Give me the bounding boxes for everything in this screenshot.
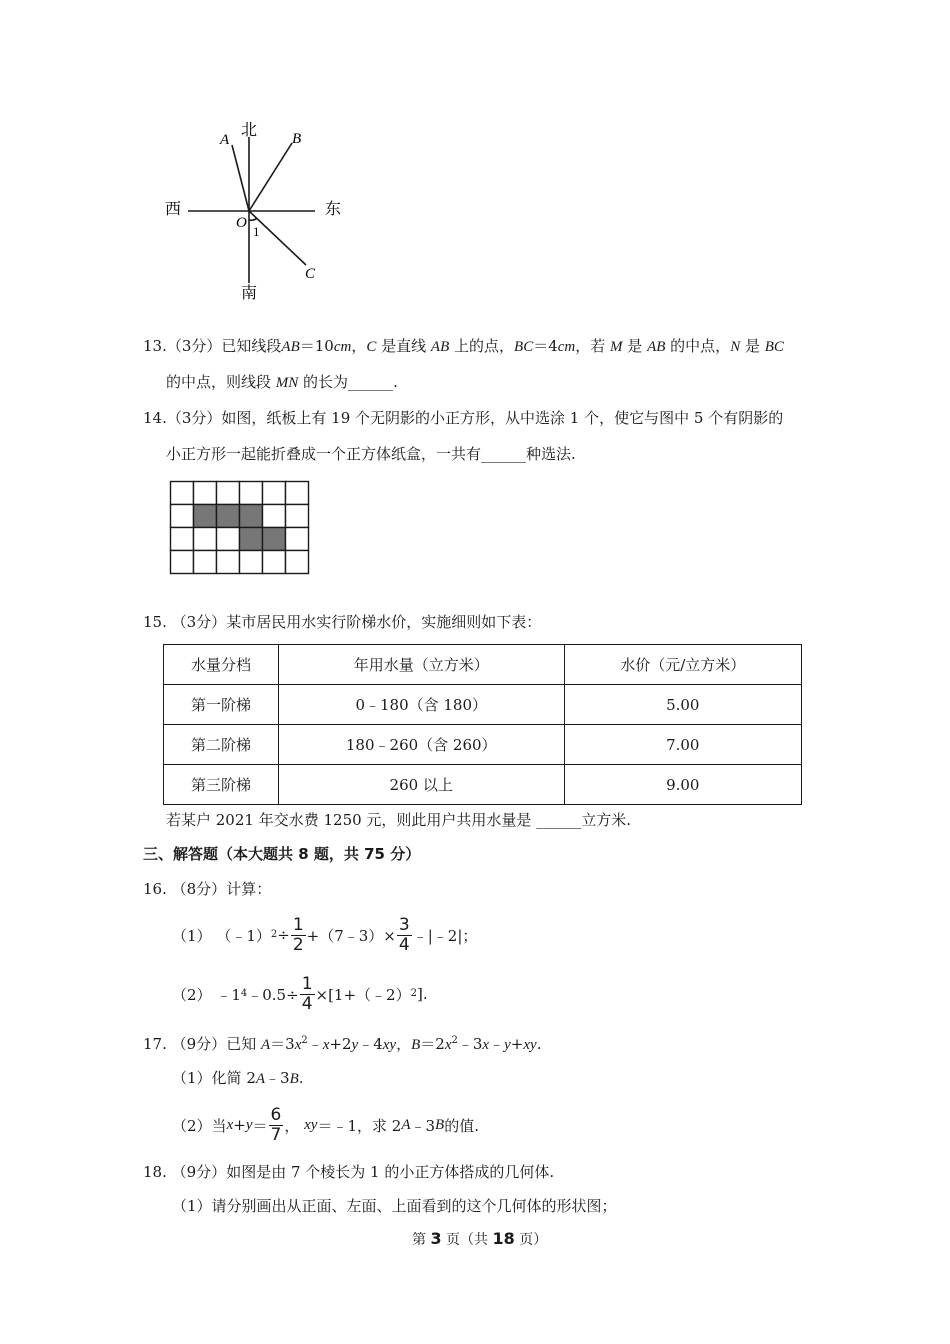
- compass-south: 南: [241, 283, 258, 302]
- grid-cell: [286, 482, 309, 505]
- q15-after-table: 若某户 2021 年交水费 1250 元，则此用户共用水量是 ______立方米.: [166, 811, 631, 829]
- q13-line1: 13.（3分）已知线段AB＝10cm，C 是直线 AB 上的点，BC＝4cm，若 M 是 AB 的中点，N 是 BC: [143, 337, 784, 355]
- compass-north: 北: [241, 120, 258, 139]
- grid-cell: [217, 482, 240, 505]
- q16-part1: （1） （﹣1） 2 ÷ $\frac{1}{2}$ +（7﹣3）× $\frac{3}{4}$ ﹣|﹣2|；: [172, 914, 478, 955]
- ray-oa: [232, 145, 249, 211]
- q13-line2: 的中点，则线段 MN 的长为______.: [166, 373, 398, 391]
- q18-line: 18. （9分）如图是由 7 个棱长为 1 的小正方体搭成的几何体.: [143, 1163, 555, 1181]
- fraction-one-quarter: $\frac{1}{4}$: [301, 973, 313, 1014]
- point-c-label: C: [305, 266, 316, 282]
- fraction-six-sevenths: $\frac{6}{7}$: [270, 1104, 282, 1145]
- q14-line1: 14.（3分）如图，纸板上有 19 个无阴影的小正方形，从中选涂 1 个，使它与图中 5 个有阴影的: [143, 409, 784, 427]
- q14-answer-blank[interactable]: ______: [481, 445, 527, 463]
- grid-cell-shaded: [240, 505, 263, 528]
- table-cell: 第二阶梯: [164, 725, 279, 765]
- grid-cell: [194, 551, 217, 574]
- grid-cell: [194, 528, 217, 551]
- grid-cell: [286, 505, 309, 528]
- page-footer: 第 3 页（共 18 页）: [412, 1229, 548, 1248]
- angle-1-label: 1: [253, 224, 260, 239]
- table-row: [164, 765, 802, 805]
- table-cell: 第三阶梯: [164, 765, 279, 805]
- table-cell: 0﹣180（含 180）: [278, 685, 564, 725]
- grid-cell: [217, 551, 240, 574]
- grid-cell-shaded: [263, 528, 286, 551]
- table-cell: 9.00: [564, 765, 801, 805]
- point-a-label: A: [220, 132, 230, 148]
- grid-cell: [286, 528, 309, 551]
- grid-cell: [171, 528, 194, 551]
- table-cell: 180﹣260（含 260）: [278, 725, 564, 765]
- ray-ob: [249, 143, 292, 211]
- q15-answer-blank[interactable]: ______: [536, 811, 582, 829]
- table-header-cell: 水价（元/立方米）: [564, 645, 801, 685]
- section-3-title: 三、解答题（本大题共 8 题，共 75 分）: [143, 845, 421, 863]
- q18-part1: （1）请分别画出从正面、左面、上面看到的这个几何体的形状图；: [172, 1197, 617, 1215]
- table-row: [164, 685, 802, 725]
- grid-cell: [171, 551, 194, 574]
- angle-1-arc: [249, 218, 257, 220]
- grid-cell: [194, 482, 217, 505]
- grid-cell: [171, 482, 194, 505]
- compass-west: 西: [165, 199, 182, 218]
- grid-cell: [263, 505, 286, 528]
- q16-part2: （2） ﹣1 4 ﹣0.5÷ $\frac{1}{4}$ ×[1+（﹣2） 2 ].: [172, 973, 428, 1014]
- grid-cell: [171, 505, 194, 528]
- square-grid-figure: [169, 480, 311, 576]
- water-price-table: [163, 644, 802, 805]
- grid-cell-shaded: [217, 505, 240, 528]
- grid-cell: [263, 551, 286, 574]
- table-row: [164, 725, 802, 765]
- point-o-label: O: [236, 215, 247, 231]
- table-cell: 260 以上: [278, 765, 564, 805]
- fraction-three-quarters: $\frac{3}{4}$: [398, 914, 410, 955]
- grid-cell: [240, 482, 263, 505]
- fraction-one-half: $\frac{1}{2}$: [292, 914, 304, 955]
- grid-cell: [263, 482, 286, 505]
- table-cell: 7.00: [564, 725, 801, 765]
- q15-line: 15. （3分）某市居民用水实行阶梯水价，实施细则如下表：: [143, 613, 542, 631]
- compass-figure: [150, 115, 360, 305]
- q17-part1: （1）化简 2A﹣3B.: [172, 1069, 304, 1087]
- grid-cell: [217, 528, 240, 551]
- grid-cell: [240, 551, 263, 574]
- table-header-cell: 水量分档: [164, 645, 279, 685]
- q17-part2: （2） 当 x + y ＝ $\frac{6}{7}$ ， xy ＝﹣1，求 2 A ﹣3 B 的值.: [172, 1104, 479, 1145]
- compass-east: 东: [325, 199, 342, 218]
- table-header-cell: 年用水量（立方米）: [278, 645, 564, 685]
- table-cell: 5.00: [564, 685, 801, 725]
- q13-answer-blank[interactable]: ______: [348, 373, 394, 391]
- table-cell: 第一阶梯: [164, 685, 279, 725]
- table-header-row: [164, 645, 802, 685]
- q14-line2: 小正方形一起能折叠成一个正方体纸盒，一共有______种选法.: [166, 445, 576, 463]
- q16-line: 16. （8分）计算：: [143, 880, 272, 898]
- grid-cell: [286, 551, 309, 574]
- grid-cell-shaded: [194, 505, 217, 528]
- point-b-label: B: [292, 131, 302, 147]
- q17-line: 17. （9分）已知 $A=3x^2﹣x+2y﹣4xy$，$B=2x^2﹣3x﹣y+xy$.: [143, 1035, 542, 1053]
- grid-cell-shaded: [240, 528, 263, 551]
